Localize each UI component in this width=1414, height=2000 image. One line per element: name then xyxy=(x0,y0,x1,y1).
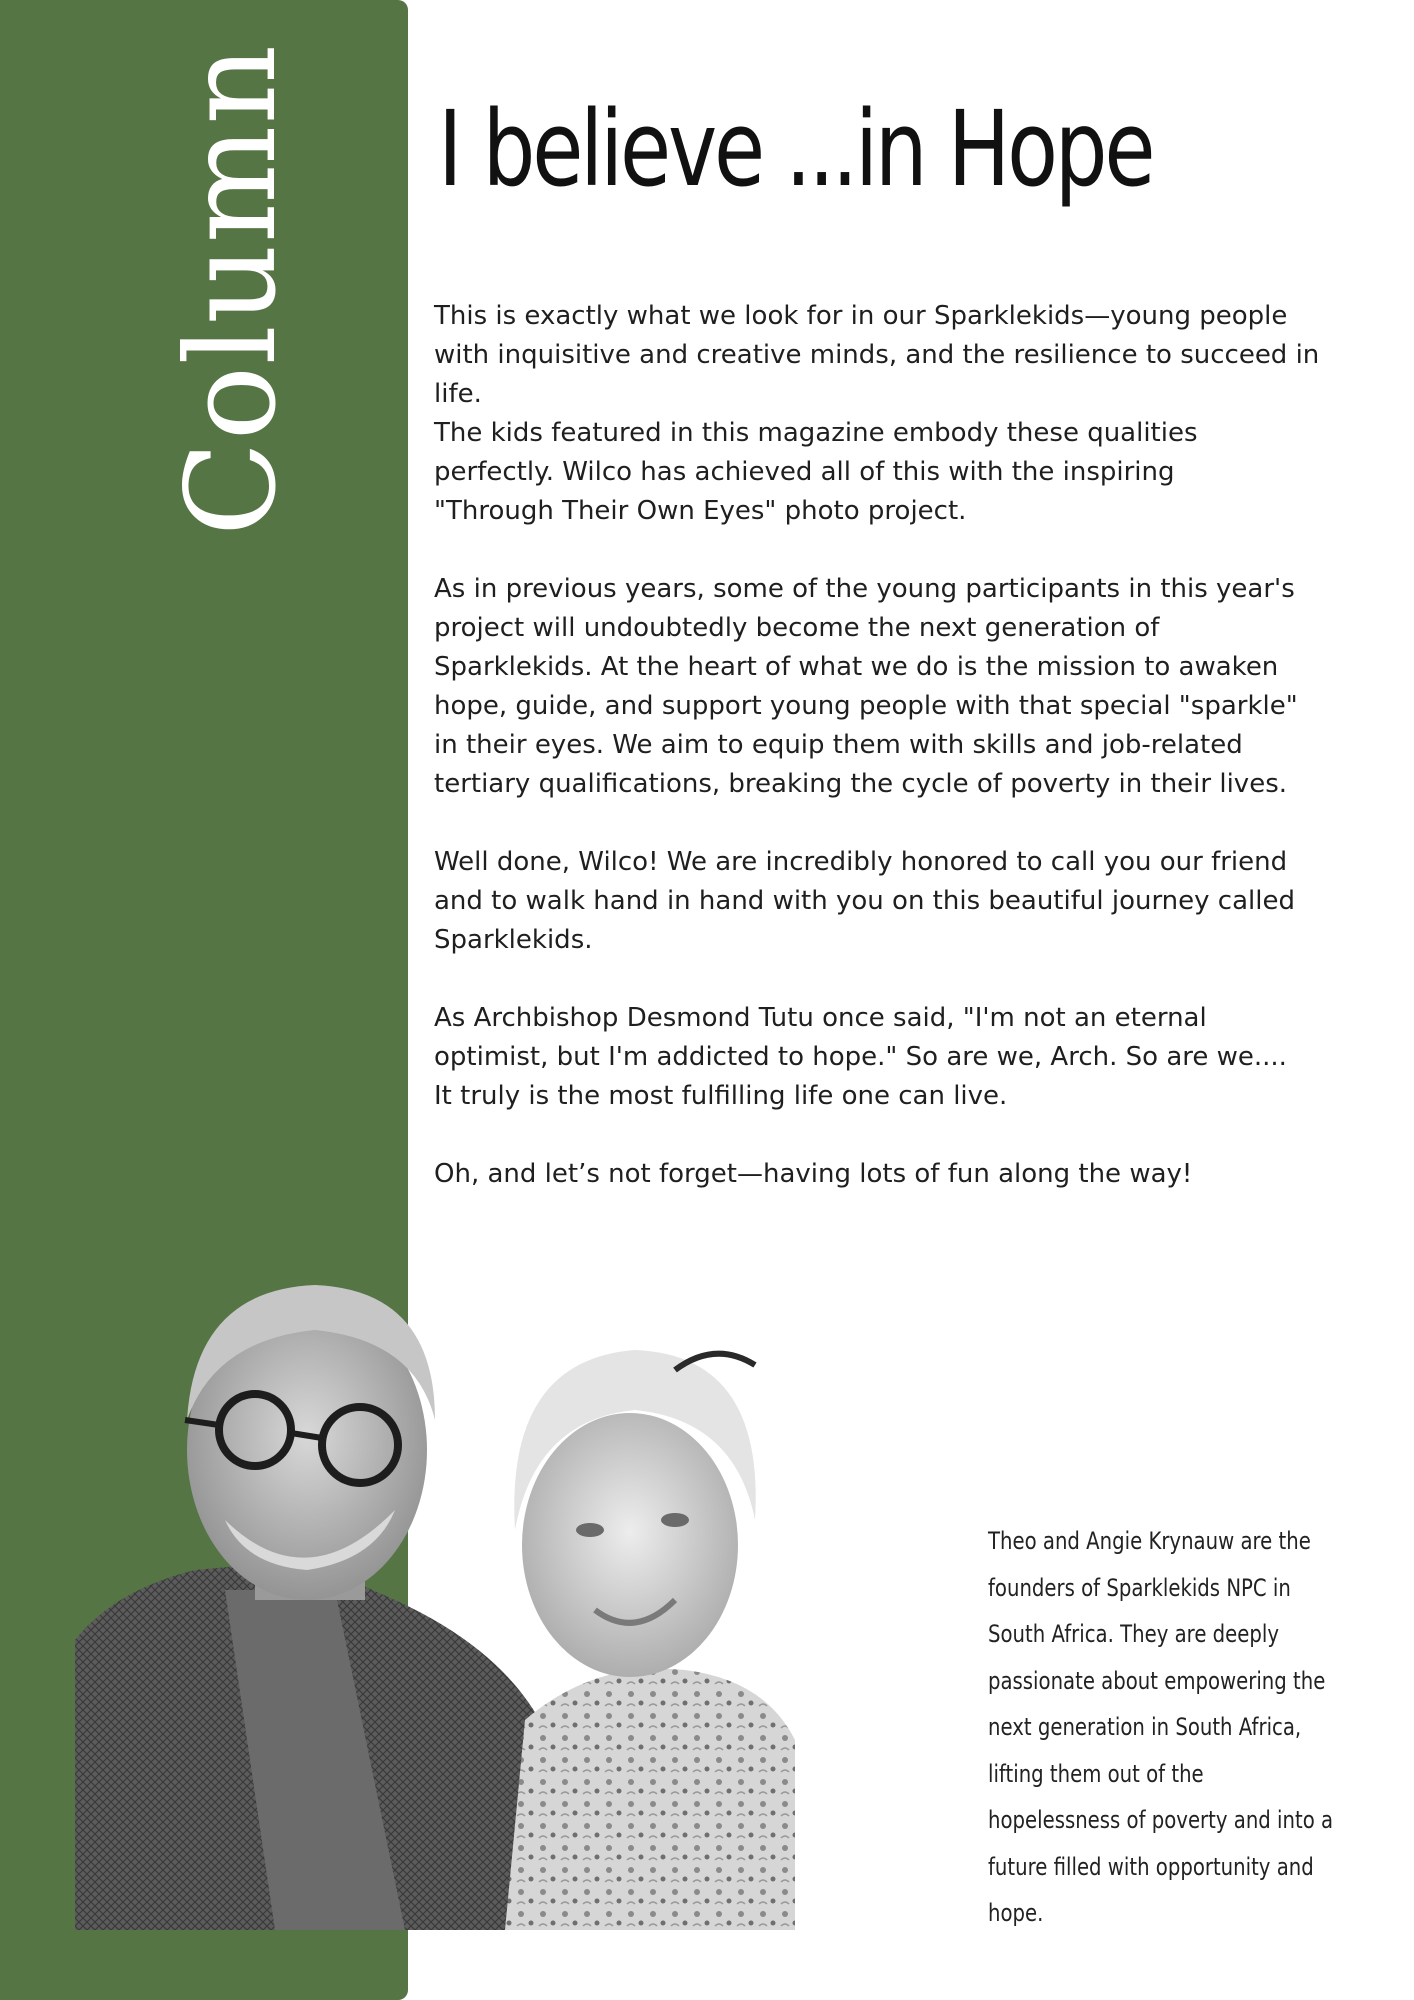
paragraph xyxy=(434,1155,1334,1194)
text-line: in their eyes. We aim to equip them with skills and job-related xyxy=(434,730,1243,760)
caption-line: Theo and Angie Krynauw are the xyxy=(988,1527,1311,1555)
text-line: perfectly. Wilco has achieved all of this with the inspiring xyxy=(434,457,1175,487)
article-title: I believe ...in Hope xyxy=(438,88,1153,210)
text-line: It truly is the most fulfilling life one can live. xyxy=(434,1081,1008,1111)
text-line: As Archbishop Desmond Tutu once said, "I'm not an eternal xyxy=(434,1003,1207,1033)
paragraph xyxy=(434,999,1334,1116)
paragraph xyxy=(434,570,1334,804)
caption-line: South Africa. They are deeply xyxy=(988,1620,1279,1648)
caption-line: next generation in South Africa, xyxy=(988,1713,1302,1741)
text-line: life. xyxy=(434,379,482,409)
text-line: and to walk hand in hand with you on this beautiful journey called xyxy=(434,886,1295,916)
paragraph xyxy=(434,297,1334,531)
text-line: As in previous years, some of the young participants in this year's xyxy=(434,574,1295,604)
section-label: Column xyxy=(160,43,304,537)
text-line: hope, guide, and support young people with that special "sparkle" xyxy=(434,691,1298,721)
caption-line: founders of Sparklekids NPC in xyxy=(988,1573,1291,1602)
paragraph xyxy=(434,843,1334,960)
text-line: Well done, Wilco! We are incredibly honored to call you our friend xyxy=(434,847,1288,877)
text-line: optimist, but I'm addicted to hope." So are we, Arch. So are we.... xyxy=(434,1042,1287,1072)
text-line: tertiary qualifications, breaking the cycle of poverty in their lives. xyxy=(434,769,1287,799)
text-line: "Through Their Own Eyes" photo project. xyxy=(434,496,967,526)
text-line: project will undoubtedly become the next generation of xyxy=(434,613,1160,643)
caption-line: hopelessness of poverty and into a xyxy=(988,1806,1334,1834)
text-line: The kids featured in this magazine embody these qualities xyxy=(434,418,1198,448)
text-line: This is exactly what we look for in our Sparklekids—young people xyxy=(434,301,1288,331)
founders-photo xyxy=(75,1270,975,1930)
text-line: Sparklekids. At the heart of what we do is the mission to awaken xyxy=(434,652,1279,682)
text-line: with inquisitive and creative minds, and the resilience to succeed in xyxy=(434,340,1320,370)
text-line: Oh, and let’s not forget—having lots of fun along the way! xyxy=(434,1159,1193,1189)
caption-line: hope. xyxy=(988,1899,1044,1927)
caption-line: lifting them out of the xyxy=(988,1759,1204,1788)
text-line: Sparklekids. xyxy=(434,925,593,955)
caption-line: passionate about empowering the xyxy=(988,1666,1326,1695)
caption-line: future filled with opportunity and xyxy=(988,1852,1314,1881)
article-body xyxy=(434,297,1334,1233)
photo-caption xyxy=(988,1518,1332,1937)
